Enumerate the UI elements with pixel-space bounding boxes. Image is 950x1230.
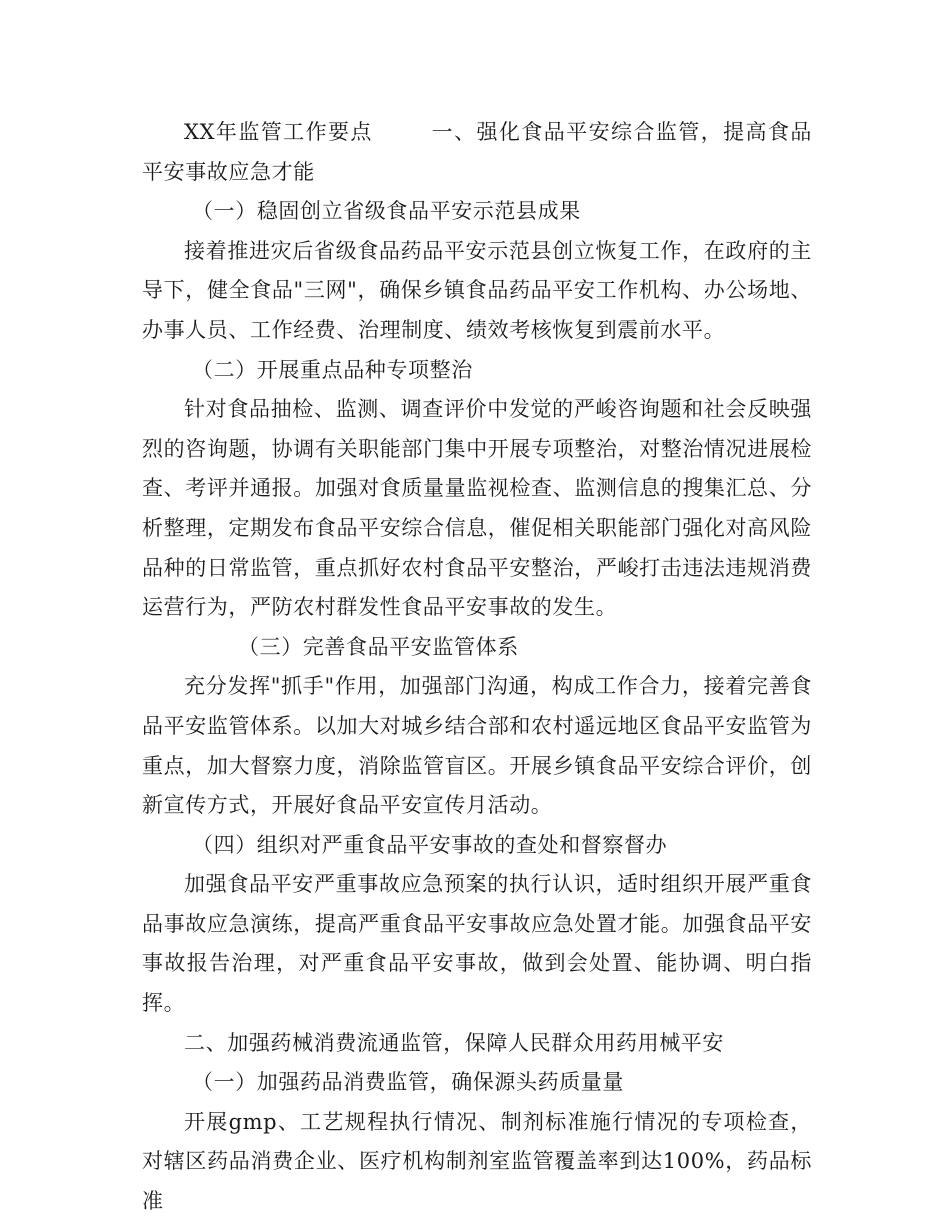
document-body [142, 113, 812, 1222]
subsection-heading-3: （三）完善食品平安监管体系 [238, 634, 519, 659]
subsection-body-4: 加强食品平安严重事故应急预案的执行认识，适时组织开展严重食品事故应急演练，提高严重食品平安事故应急处置才能。加强食品平安事故报告治理，对严重食品平安事故，做到会处置、能协调、明白指挥。 [142, 872, 812, 1016]
section-two-body-1: 开展gmp、工艺规程执行情况、制剂标准施行情况的专项检查，对辖区药品消费企业、医疗机构制剂室监管覆盖率到达100%，药品标准 [142, 1109, 812, 1214]
section-one-heading: 一、强化食品平安综合监管，提高食品平安事故应急才能 [142, 120, 812, 184]
subsection-body-2: 针对食品抽检、监测、调查评价中发觉的严峻咨询题和社会反映强烈的咨询题，协调有关职能部门集中开展专项整治，对整治情况进展检查、考评并通报。加强对食质量量监视检查、监测信息的搜集汇总、分析整理，定期发布食品平安综合信息，催促相关职能部门强化对高风险品种的日常监管，重点抓好农村食品平安整治，严峻打击违法违规消费运营行为，严防农村群发性食品平安事故的发生。 [142, 397, 812, 620]
subsection-heading-2: （二）开展重点品种专项整治 [192, 357, 473, 382]
subsection-heading-4: （四）组织对严重食品平安事故的查处和督察督办 [192, 832, 668, 857]
section-two-heading: 二、加强药械消费流通监管，保障人民群众用药用械平安 [184, 1030, 724, 1055]
document-title: XX年监管工作要点 [184, 120, 373, 144]
subsection-body-3: 充分发挥"抓手"作用，加强部门沟通，构成工作合力，接着完善食品平安监管体系。以加大对城乡结合部和农村遥远地区食品平安监管为重点，加大督察力度，消除监管盲区。开展乡镇食品平安综合评价，创新宣传方式，开展好食品平安宣传月活动。 [142, 674, 812, 818]
title-paragraph [142, 113, 812, 192]
section-two-subheading-1: （一）加强药品消费监管，确保源头药质量量 [192, 1070, 624, 1095]
subsection-body-1: 接着推进灾后省级食品药品平安示范县创立恢复工作，在政府的主导下，健全食品"三网"，确保乡镇食品药品平安工作机构、办公场地、办事人员、工作经费、治理制度、绩效考核恢复到震前水平。 [142, 238, 812, 342]
subsection-heading-1: （一）稳固创立省级食品平安示范县成果 [192, 199, 581, 224]
